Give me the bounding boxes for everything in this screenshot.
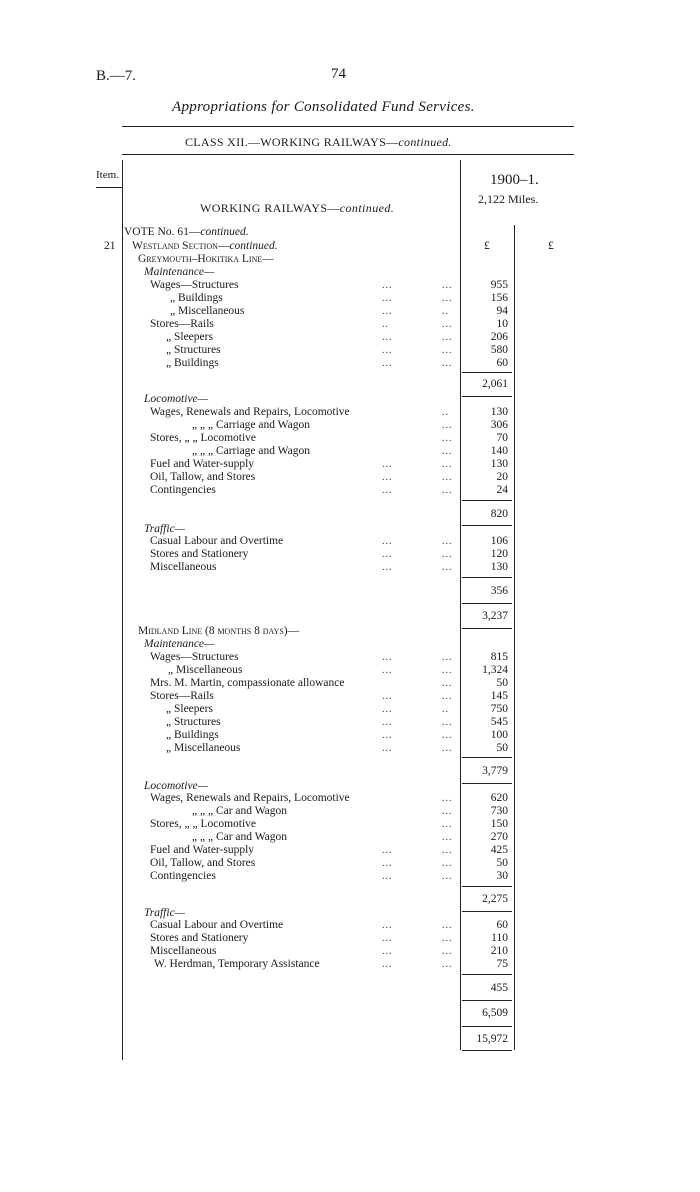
row-label: Stores—Rails: [150, 318, 214, 330]
subtotal-rule: [462, 525, 512, 526]
row-value: 120: [490, 548, 508, 560]
westland-section-heading: [132, 240, 278, 253]
leader-dot: ...: [442, 959, 453, 970]
leader-dot: ...: [442, 549, 453, 560]
leader-dot: ...: [382, 345, 393, 356]
leader-dot: ...: [442, 332, 453, 343]
row-value: 270: [490, 831, 508, 843]
greymouth-locomotive-heading: Locomotive—: [144, 393, 208, 405]
midland-maintenance-total: 3,779: [482, 765, 508, 777]
row-label: Mrs. M. Martin, compassionate allowance: [150, 677, 345, 689]
row-value: 60: [496, 919, 508, 931]
greymouth-locomotive-total: 820: [490, 508, 508, 520]
leader-dot: ...: [442, 730, 453, 741]
row-value: 145: [490, 690, 508, 702]
leader-dot: ...: [382, 665, 393, 676]
greymouth-line-heading: Greymouth–Hokitika Line—: [138, 253, 274, 265]
leader-dot: ...: [382, 871, 393, 882]
row-label: „ Buildings: [170, 292, 223, 304]
header-rule-top: [122, 126, 574, 127]
vote-heading-continued: continued.: [200, 226, 249, 238]
leader-dot: ...: [442, 536, 453, 547]
leader-dot: ...: [382, 472, 393, 483]
leader-dot: ...: [442, 946, 453, 957]
leader-dot: ...: [442, 420, 453, 431]
row-label: Fuel and Water-supply: [150, 458, 255, 470]
miles-header: 2,122 Miles.: [478, 192, 539, 206]
row-value: 730: [490, 805, 508, 817]
greymouth-line-total: 3,237: [482, 610, 508, 622]
midland-locomotive-total: 2,275: [482, 893, 508, 905]
row-label: „ „ „ Carriage and Wagon: [192, 445, 310, 457]
class-heading: [185, 135, 452, 150]
row-value: 210: [490, 945, 508, 957]
item-column-rule: [122, 160, 123, 1060]
row-label: Stores—Rails: [150, 690, 214, 702]
leader-dot: ...: [442, 319, 453, 330]
row-value: 10: [496, 318, 508, 330]
row-label: Oil, Tallow, and Stores: [150, 857, 256, 869]
leader-dot: ...: [382, 946, 393, 957]
row-value: 110: [491, 932, 508, 944]
leader-dot: ...: [382, 920, 393, 931]
year-header: 1900–1.: [490, 172, 539, 188]
page-title: Appropriations for Consolidated Fund Services.: [172, 99, 475, 115]
row-value: 106: [490, 535, 508, 547]
subtotal-rule: [462, 1000, 512, 1001]
row-value: 580: [490, 344, 508, 356]
row-value: 94: [496, 305, 508, 317]
row-label: Stores, „ „ Locomotive: [150, 432, 257, 444]
class-heading-continued: continued.: [398, 135, 452, 149]
leader-dot: ...: [442, 806, 453, 817]
leader-dot: ...: [442, 293, 453, 304]
leader-dot: ...: [442, 472, 453, 483]
leader-dot: ...: [382, 704, 393, 715]
leader-dot: ...: [382, 332, 393, 343]
leader-dot: ...: [382, 293, 393, 304]
section-heading-main: WORKING RAILWAYS—: [200, 201, 340, 215]
document-reference: B.—7.: [96, 68, 137, 84]
row-label: Wages, Renewals and Repairs, Locomotive: [150, 792, 350, 804]
leader-dot: ...: [382, 652, 393, 663]
row-label: Miscellaneous: [150, 945, 217, 957]
midland-maintenance-heading: Maintenance—: [144, 638, 215, 650]
leader-dot: ...: [442, 652, 453, 663]
row-value: 750: [490, 703, 508, 715]
row-label: Wages—Structures: [150, 651, 239, 663]
row-value: 815: [490, 651, 508, 663]
row-value: 1,324: [482, 664, 508, 676]
leader-dot: ...: [442, 280, 453, 291]
leader-dot: ...: [382, 858, 393, 869]
leader-dot: ...: [382, 730, 393, 741]
header-rule-bottom: [122, 154, 574, 155]
amount-column-rule-mid: [514, 225, 515, 1050]
leader-dot: ...: [442, 345, 453, 356]
row-label: „ Sleepers: [166, 703, 213, 715]
westland-section-main: Westland Section—: [132, 240, 230, 252]
leader-dot: ...: [442, 845, 453, 856]
leader-dot: ...: [442, 446, 453, 457]
leader-dot: ...: [382, 959, 393, 970]
currency-symbol-total: £: [548, 240, 554, 252]
subtotal-rule: [462, 886, 512, 887]
midland-line-heading: Midland Line (8 months 8 days)—: [138, 625, 300, 637]
subtotal-rule: [462, 372, 512, 373]
row-label: Casual Labour and Overtime: [150, 535, 284, 547]
leader-dot: ...: [442, 485, 453, 496]
row-label: „ Sleepers: [166, 331, 213, 343]
leader-dot: ...: [382, 459, 393, 470]
row-label: Stores and Stationery: [150, 548, 249, 560]
amount-column-rule-left: [460, 160, 461, 1050]
row-value: 100: [490, 729, 508, 741]
subtotal-rule: [462, 911, 512, 912]
row-label: Wages—Structures: [150, 279, 239, 291]
row-label: „ Structures: [166, 344, 221, 356]
row-value: 955: [490, 279, 508, 291]
row-label: „ Structures: [166, 716, 221, 728]
row-label: „ Miscellaneous: [166, 742, 241, 754]
item-column-header: Item.: [96, 169, 119, 181]
row-value: 50: [496, 857, 508, 869]
leader-dot: ...: [382, 717, 393, 728]
leader-dot: ...: [442, 832, 453, 843]
leader-dot: ...: [442, 743, 453, 754]
row-value: 425: [490, 844, 508, 856]
row-value: 130: [490, 561, 508, 573]
row-label: Wages, Renewals and Repairs, Locomotive: [150, 406, 350, 418]
row-value: 206: [490, 331, 508, 343]
row-label: Oil, Tallow, and Stores: [150, 471, 256, 483]
leader-dot: ..: [442, 704, 449, 715]
leader-dot: ...: [382, 536, 393, 547]
leader-dot: ...: [442, 871, 453, 882]
leader-dot: ...: [442, 678, 453, 689]
subtotal-rule: [462, 1026, 512, 1027]
leader-dot: ...: [442, 459, 453, 470]
greymouth-traffic-total: 356: [490, 585, 508, 597]
row-value: 75: [496, 958, 508, 970]
subtotal-rule: [462, 783, 512, 784]
row-label: „ Miscellaneous: [168, 664, 243, 676]
row-label: Stores, „ „ Locomotive: [150, 818, 257, 830]
midland-locomotive-heading: Locomotive—: [144, 780, 208, 792]
row-value: 545: [490, 716, 508, 728]
leader-dot: ...: [382, 549, 393, 560]
page-number: 74: [331, 66, 346, 82]
leader-dot: ...: [442, 691, 453, 702]
leader-dot: ...: [442, 665, 453, 676]
row-label: „ Buildings: [166, 729, 219, 741]
row-value: 30: [496, 870, 508, 882]
greymouth-maintenance-total: 2,061: [482, 378, 508, 390]
leader-dot: ...: [382, 280, 393, 291]
row-value: 620: [490, 792, 508, 804]
vote-heading: [124, 226, 249, 239]
leader-dot: ...: [382, 845, 393, 856]
leader-dot: ..: [382, 319, 389, 330]
midland-line-total: 6,509: [482, 1007, 508, 1019]
leader-dot: ...: [442, 858, 453, 869]
greymouth-traffic-heading: Traffic—: [144, 523, 185, 535]
leader-dot: ...: [442, 933, 453, 944]
row-label: „ „ „ Car and Wagon: [192, 831, 287, 843]
class-heading-main: CLASS XII.—WORKING RAILWAYS—: [185, 135, 399, 149]
row-value: 20: [496, 471, 508, 483]
greymouth-maintenance-heading: Maintenance—: [144, 266, 215, 278]
leader-dot: ..: [442, 407, 449, 418]
row-value: 50: [496, 677, 508, 689]
leader-dot: ...: [442, 920, 453, 931]
leader-dot: ...: [442, 793, 453, 804]
row-value: 130: [490, 458, 508, 470]
section-heading-continued: continued.: [339, 201, 395, 215]
subtotal-rule: [462, 577, 512, 578]
subtotal-rule: [462, 628, 512, 629]
subtotal-rule: [462, 603, 512, 604]
row-label: Stores and Stationery: [150, 932, 249, 944]
leader-dot: ...: [382, 933, 393, 944]
westland-section-continued: continued.: [229, 240, 278, 252]
vote-heading-main: VOTE No. 61—: [124, 226, 201, 238]
leader-dot: ...: [382, 358, 393, 369]
leader-dot: ...: [382, 306, 393, 317]
leader-dot: ...: [442, 433, 453, 444]
leader-dot: ...: [442, 819, 453, 830]
leader-dot: ...: [382, 743, 393, 754]
row-label: „ „ „ Carriage and Wagon: [192, 419, 310, 431]
subtotal-rule: [462, 396, 512, 397]
row-label: Fuel and Water-supply: [150, 844, 255, 856]
row-label: „ Miscellaneous: [170, 305, 245, 317]
midland-traffic-total: 455: [490, 982, 508, 994]
row-value: 70: [496, 432, 508, 444]
section-heading: [200, 201, 394, 216]
leader-dot: ...: [442, 358, 453, 369]
leader-dot: ...: [382, 691, 393, 702]
row-value: 156: [490, 292, 508, 304]
row-value: 306: [490, 419, 508, 431]
midland-traffic-heading: Traffic—: [144, 907, 185, 919]
row-label: Miscellaneous: [150, 561, 217, 573]
leader-dot: ...: [442, 562, 453, 573]
currency-symbol-sub: £: [484, 240, 490, 252]
row-value: 130: [490, 406, 508, 418]
leader-dot: ...: [382, 485, 393, 496]
row-value: 60: [496, 357, 508, 369]
row-label: Contingencies: [150, 484, 216, 496]
subtotal-rule: [462, 1050, 512, 1051]
row-label: W. Herdman, Temporary Assistance: [154, 958, 320, 970]
subtotal-rule: [462, 757, 512, 758]
item-header-rule: [96, 187, 122, 188]
row-value: 24: [496, 484, 508, 496]
subtotal-rule: [462, 500, 512, 501]
item-number: 21: [104, 240, 116, 252]
leader-dot: ..: [442, 306, 449, 317]
row-value: 150: [490, 818, 508, 830]
leader-dot: ...: [442, 717, 453, 728]
grand-total: 15,972: [476, 1033, 508, 1045]
row-label: „ Buildings: [166, 357, 219, 369]
row-label: „ „ „ Car and Wagon: [192, 805, 287, 817]
subtotal-rule: [462, 974, 512, 975]
row-value: 140: [490, 445, 508, 457]
row-label: Casual Labour and Overtime: [150, 919, 284, 931]
row-label: Contingencies: [150, 870, 216, 882]
leader-dot: ...: [382, 562, 393, 573]
row-value: 50: [496, 742, 508, 754]
